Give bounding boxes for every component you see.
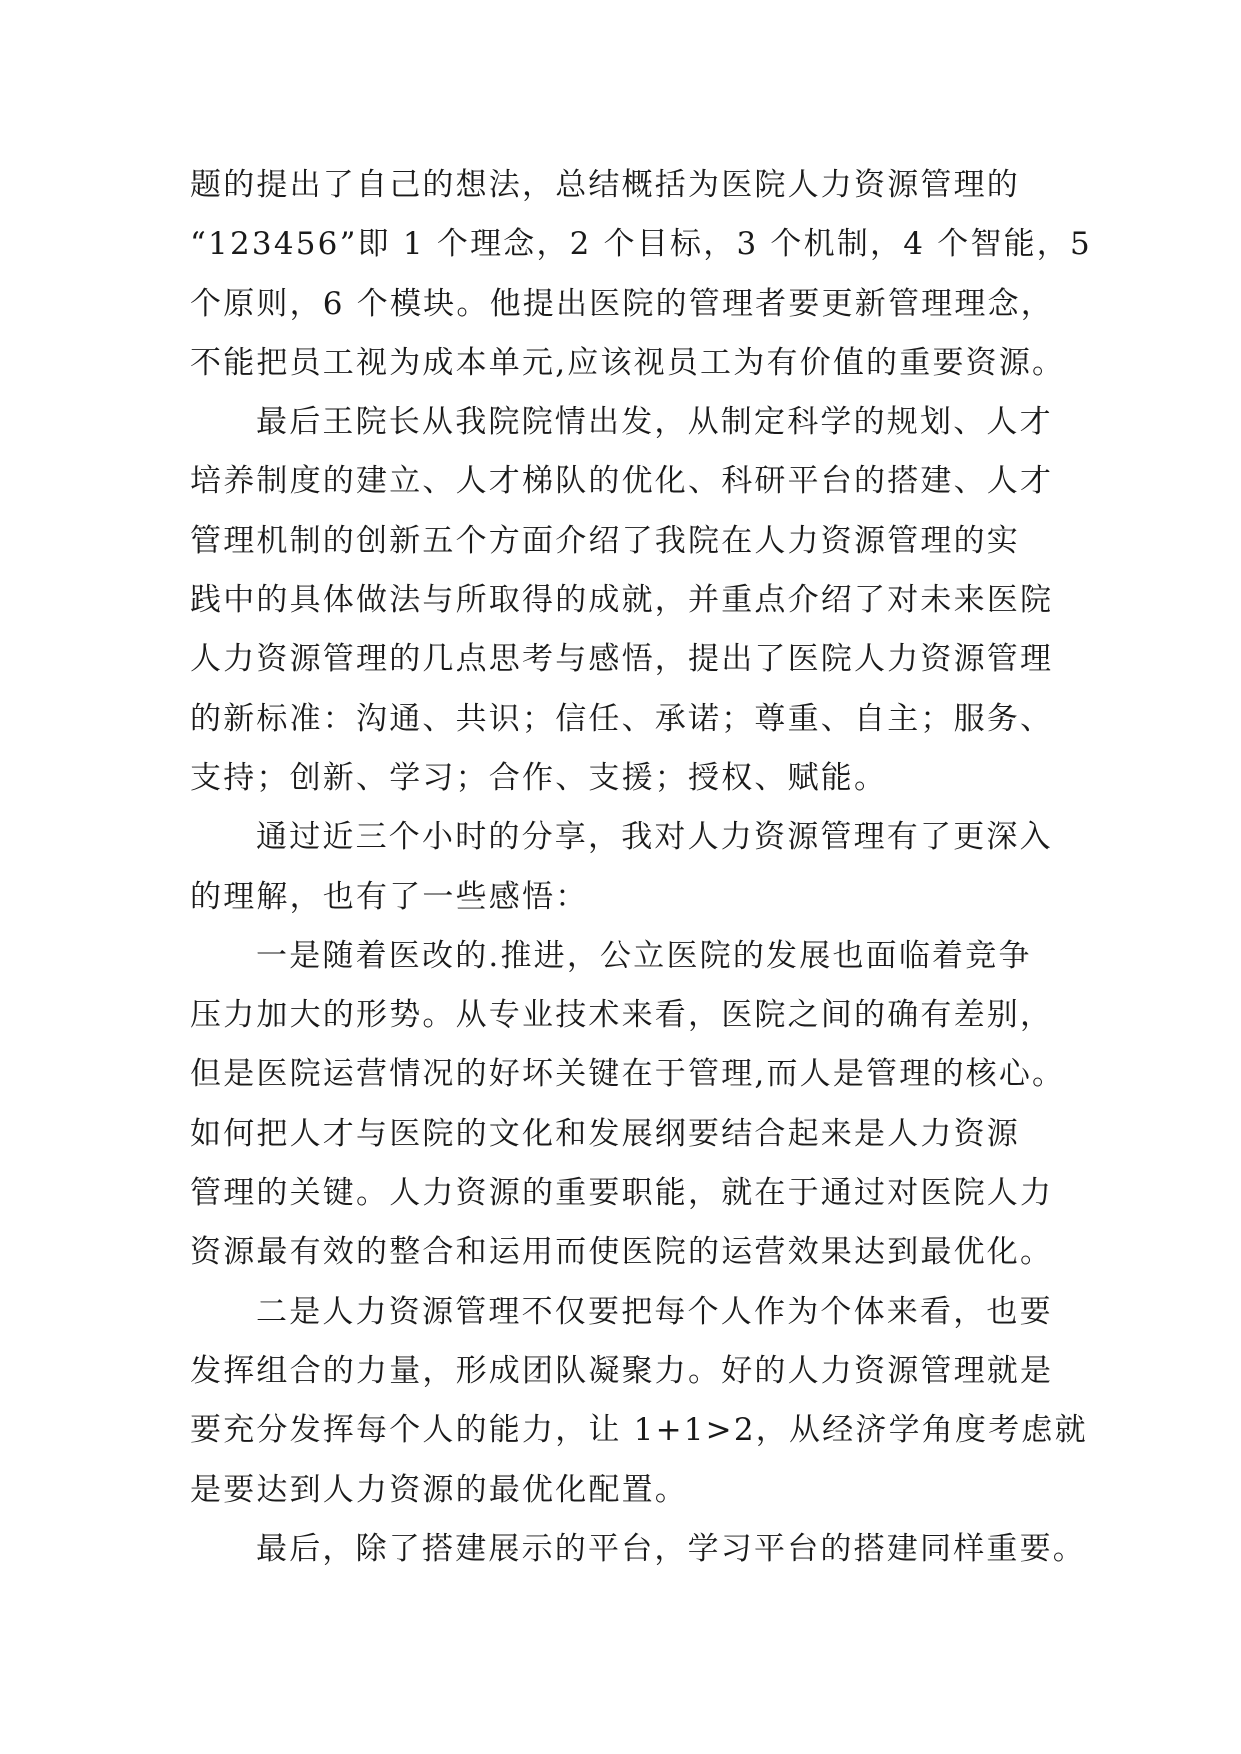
paragraph-first-line: 最后，除了搭建展示的平台，学习平台的搭建同样重要。: [256, 1530, 1086, 1567]
text-line: 发挥组合的力量，形成团队凝聚力。好的人力资源管理就是: [190, 1352, 1054, 1389]
text-line: 人力资源管理的几点思考与感悟，提出了医院人力资源管理: [190, 641, 1054, 678]
text-line: 不能把员工视为成本单元,应该视员工为有价值的重要资源。: [190, 344, 1066, 381]
text-line: 管理的关键。人力资源的重要职能，就在于通过对医院人力: [190, 1175, 1054, 1212]
document-body-text: [190, 156, 1090, 1579]
text-line: 培养制度的建立、人才梯队的优化、科研平台的搭建、人才: [190, 463, 1054, 500]
paragraph-first-line: 通过近三个小时的分享，我对人力资源管理有了更深入: [256, 819, 1053, 856]
text-line: 管理机制的创新五个方面介绍了我院在人力资源管理的实: [190, 522, 1020, 559]
text-line: 但是医院运营情况的好坏关键在于管理,而人是管理的核心。: [190, 1056, 1066, 1093]
text-line: 的理解，也有了一些感悟：: [190, 878, 589, 915]
text-line: 资源最有效的整合和运用而使医院的运营效果达到最优化。: [190, 1234, 1054, 1271]
text-line: “123456”即 1 个理念，2 个目标，3 个机制，4 个智能，5: [190, 226, 1092, 263]
text-line: 要充分发挥每个人的能力，让 1+1>2，从经济学角度考虑就: [190, 1412, 1088, 1449]
paragraph-first-line: 最后王院长从我院院情出发，从制定科学的规划、人才: [256, 404, 1053, 441]
text-line: 是要达到人力资源的最优化配置。: [190, 1471, 688, 1508]
text-line: 如何把人才与医院的文化和发展纲要结合起来是人力资源: [190, 1115, 1020, 1152]
text-line: 践中的具体做法与所取得的成就，并重点介绍了对未来医院: [190, 582, 1054, 619]
paragraph-first-line: 一是随着医改的.推进，公立医院的发展也面临着竞争: [256, 937, 1032, 974]
paragraph-first-line: 二是人力资源管理不仅要把每个人作为个体来看，也要: [256, 1293, 1053, 1330]
text-line: 个原则，6 个模块。他提出医院的管理者要更新管理理念，: [190, 285, 1054, 322]
text-line: 题的提出了自己的想法，总结概括为医院人力资源管理的: [190, 167, 1020, 203]
text-line: 压力加大的形势。从专业技术来看，医院之间的确有差别，: [190, 997, 1054, 1034]
text-line: 支持；创新、学习；合作、支援；授权、赋能。: [190, 759, 888, 796]
text-line: 的新标准：沟通、共识；信任、承诺；尊重、自主；服务、: [190, 700, 1054, 737]
